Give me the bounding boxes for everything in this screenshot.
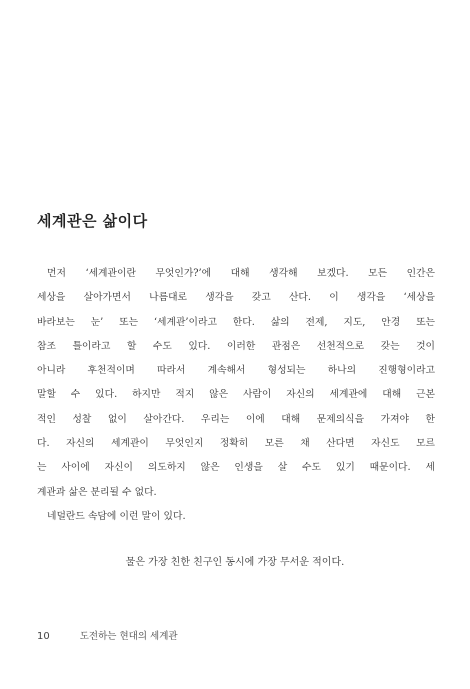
- page-footer: [37, 628, 178, 642]
- paragraph-line: 참조 틀이라고 할 수도 있다. 이러한 관점은 선천적으로 갖는 것이: [37, 340, 435, 352]
- paragraph-line: 먼저 ‘세계관이란 무엇인가?’에 대해 생각해 보겠다. 모든 인간은: [47, 268, 435, 279]
- paragraph-line: 다. 자신의 세계관이 무엇인지 정확히 모른 채 산다면 자신도 모르: [37, 438, 435, 450]
- paragraph-line: 계관과 삶은 분리될 수 없다.: [37, 486, 157, 498]
- second-paragraph: 네덜란드 속담에 이런 말이 있다.: [47, 510, 186, 522]
- body-text: [37, 262, 435, 529]
- paragraph-line: 말할 수 있다. 하지만 적지 않은 사람이 자신의 세계관에 대해 근본: [37, 389, 435, 401]
- paragraph-line: 적인 성찰 없이 살아간다. 우리는 이에 대해 문제의식을 가져야 한: [37, 413, 435, 425]
- paragraph-line: 세상을 살아가면서 나름대로 생각을 갖고 산다. 이 생각을 ‘세상을: [37, 292, 435, 304]
- page-number: 10: [37, 631, 50, 642]
- paragraph-line: 는 사이에 자신이 의도하지 않은 인생을 살 수도 있기 때문이다. 세: [37, 462, 435, 474]
- paragraph-line: 바라보는 눈’ 또는 ‘세계관’이라고 한다. 삶의 전제, 지도, 안경 또는: [37, 316, 435, 328]
- proverb-quote: 물은 가장 친한 친구인 동시에 가장 무서운 적이다.: [125, 557, 345, 568]
- paragraph-line: 아니라 후천적이며 따라서 계속해서 형성되는 하나의 진행형이라고: [37, 365, 435, 377]
- section-title: 세계관은 삶이다: [37, 212, 148, 230]
- running-title: 도전하는 현대의 세계관: [79, 631, 178, 642]
